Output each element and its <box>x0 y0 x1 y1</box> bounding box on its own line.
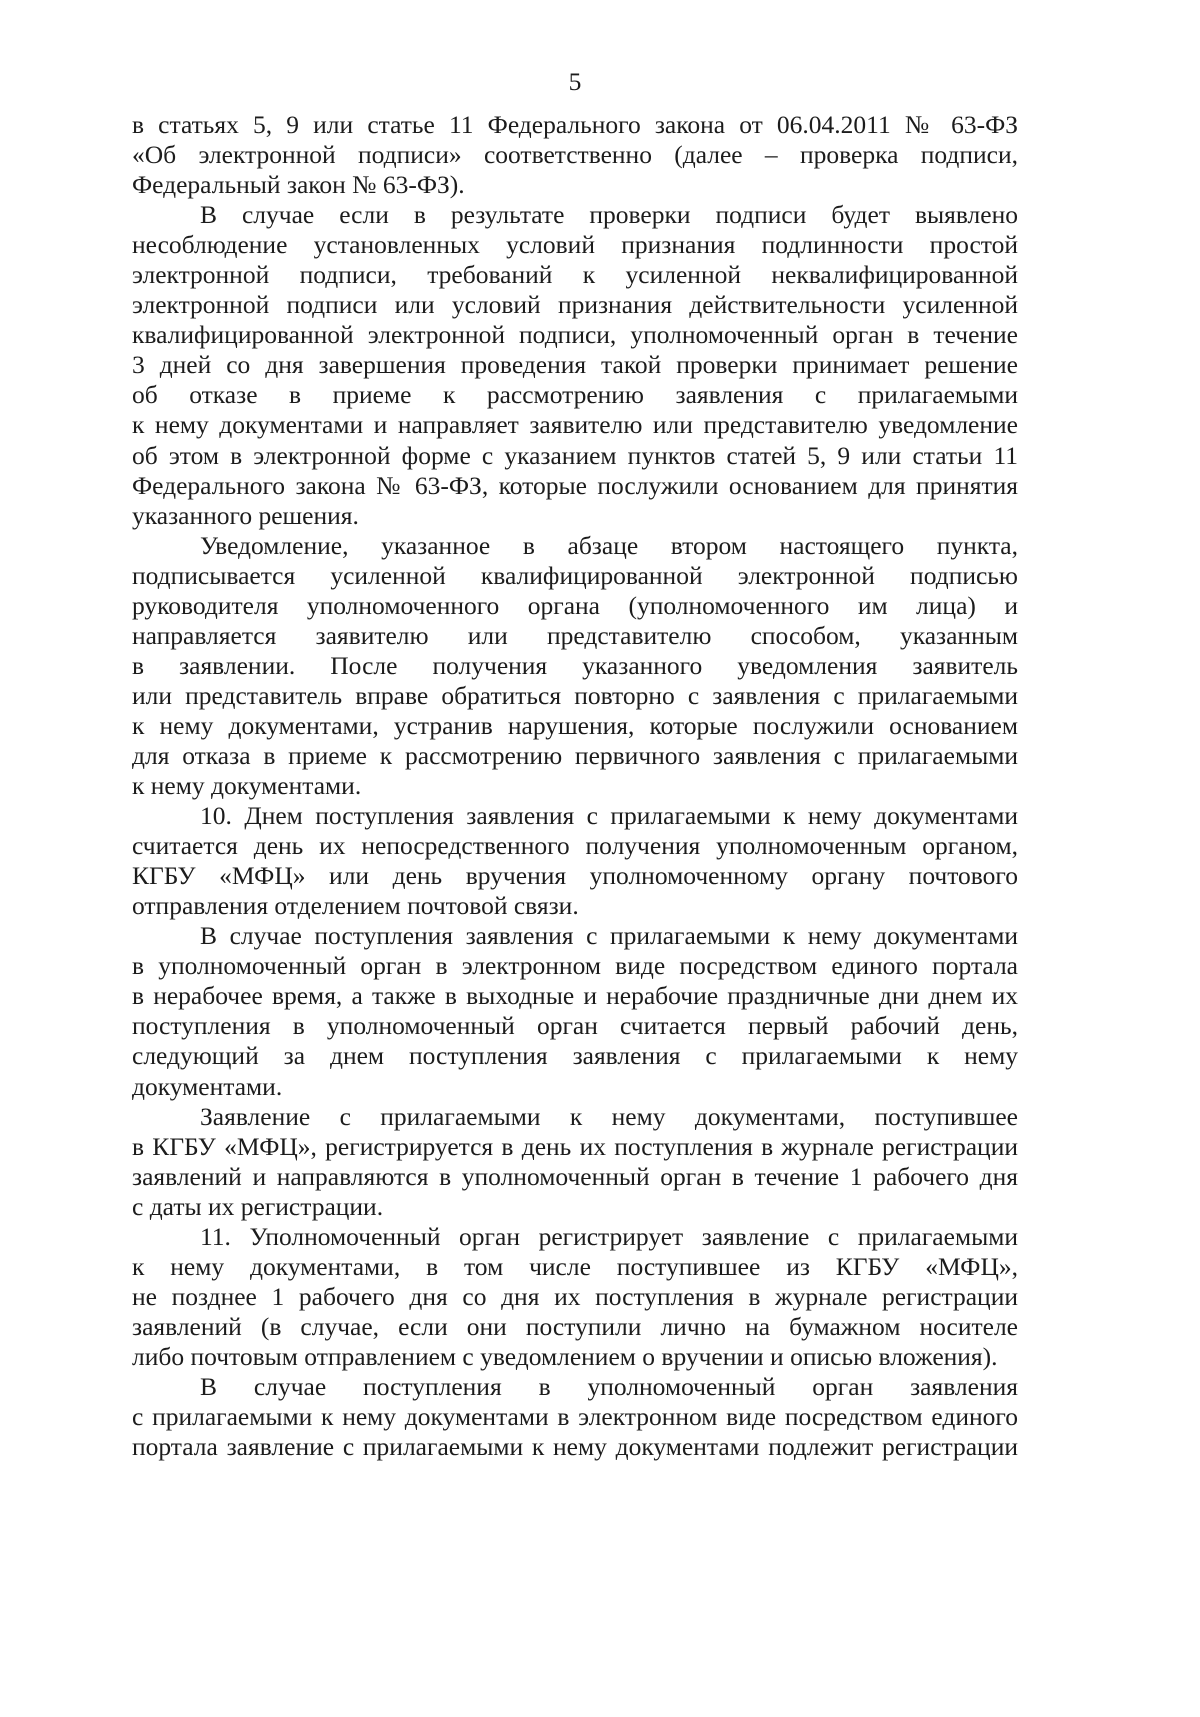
text-line: документами. <box>132 1071 283 1101</box>
text-line: в нерабочее время, а также в выходные и нерабочие праздничные дни днем их <box>132 981 1018 1011</box>
text-line: к нему документами, устранив нарушения, которые послужили основанием <box>132 710 1018 740</box>
text-line: Уведомление, указанное в абзаце втором настоящего пункта, <box>200 530 1018 560</box>
text-line: В случае поступления в уполномоченный орган заявления <box>200 1371 1018 1401</box>
document-body <box>132 110 1018 1462</box>
text-line: портала заявление с прилагаемыми к нему документами подлежит регистрации <box>132 1432 1018 1462</box>
paragraph <box>132 801 1018 921</box>
text-line: руководителя уполномоченного органа (уполномоченного им лица) и <box>132 590 1018 620</box>
text-line: Федерального закона № 63-ФЗ, которые послужили основанием для принятия <box>132 470 1018 500</box>
text-line: подписывается усиленной квалифицированной электронной подписью <box>132 560 1018 590</box>
text-line: Заявление с прилагаемыми к нему документами, поступившее <box>200 1101 1018 1131</box>
text-line: КГБУ «МФЦ» или день вручения уполномоченному органу почтового <box>132 861 1018 891</box>
text-line: в заявлении. После получения указанного уведомления заявитель <box>132 650 1018 680</box>
paragraph <box>132 1102 1018 1222</box>
text-line: об этом в электронной форме с указанием пунктов статей 5, 9 или статьи 11 <box>132 440 1018 470</box>
text-line: для отказа в приеме к рассмотрению первичного заявления с прилагаемыми <box>132 740 1018 770</box>
text-line: электронной подписи, требований к усиленной неквалифицированной <box>132 260 1018 290</box>
text-line: с даты их регистрации. <box>132 1191 384 1221</box>
paragraph <box>132 200 1018 531</box>
text-line: в статьях 5, 9 или статье 11 Федерального закона от 06.04.2011 № 63-ФЗ <box>132 110 1018 139</box>
text-line: отправления отделением почтовой связи. <box>132 891 579 921</box>
text-line: с прилагаемыми к нему документами в электронном виде посредством единого <box>132 1402 1018 1432</box>
text-line: либо почтовым отправлением с уведомлением о вручении и описью вложения). <box>132 1341 998 1371</box>
text-line: 11. Уполномоченный орган регистрирует заявление с прилагаемыми <box>200 1221 1018 1251</box>
text-line: в КГБУ «МФЦ», регистрируется в день их поступления в журнале регистрации <box>132 1131 1018 1161</box>
text-line: считается день их непосредственного получения уполномоченным органом, <box>132 831 1018 861</box>
paragraph <box>132 921 1018 1101</box>
text-line: об отказе в приеме к рассмотрению заявления с прилагаемыми <box>132 380 1018 410</box>
paragraph <box>132 110 1018 200</box>
text-line: или представитель вправе обратиться повторно с заявления с прилагаемыми <box>132 680 1018 710</box>
text-line: заявлений и направляются в уполномоченный орган в течение 1 рабочего дня <box>132 1161 1018 1191</box>
text-line: в уполномоченный орган в электронном виде посредством единого портала <box>132 951 1018 981</box>
page-number: 5 <box>568 67 582 96</box>
text-line: к нему документами и направляет заявителю или представителю уведомление <box>132 410 1018 440</box>
text-line: не позднее 1 рабочего дня со дня их поступления в журнале регистрации <box>132 1281 1018 1311</box>
text-line: 10. Днем поступления заявления с прилагаемыми к нему документами <box>200 801 1018 831</box>
text-line: поступления в уполномоченный орган считается первый рабочий день, <box>132 1011 1018 1041</box>
text-line: несоблюдение установленных условий признания подлинности простой <box>132 230 1018 260</box>
text-line: В случае поступления заявления с прилагаемыми к нему документами <box>200 921 1018 951</box>
text-line: 3 дней со дня завершения проведения такой проверки принимает решение <box>132 350 1018 380</box>
paragraph <box>132 1372 1018 1462</box>
text-line: к нему документами. <box>132 771 362 801</box>
text-line: электронной подписи или условий признания действительности усиленной <box>132 290 1018 320</box>
paragraph <box>132 531 1018 801</box>
paragraph <box>132 1222 1018 1372</box>
text-line: Федеральный закон № 63-ФЗ). <box>132 170 465 200</box>
text-line: следующий за днем поступления заявления с прилагаемыми к нему <box>132 1041 1018 1071</box>
text-line: «Об электронной подписи» соответственно (далее – проверка подписи, <box>132 140 1018 170</box>
text-line: к нему документами, в том числе поступившее из КГБУ «МФЦ», <box>132 1251 1018 1281</box>
text-line: квалифицированной электронной подписи, уполномоченный орган в течение <box>132 320 1018 350</box>
text-line: указанного решения. <box>132 500 359 530</box>
text-line: направляется заявителю или представителю способом, указанным <box>132 620 1018 650</box>
text-line: В случае если в результате проверки подписи будет выявлено <box>200 200 1018 230</box>
text-line: заявлений (в случае, если они поступили лично на бумажном носителе <box>132 1311 1018 1341</box>
